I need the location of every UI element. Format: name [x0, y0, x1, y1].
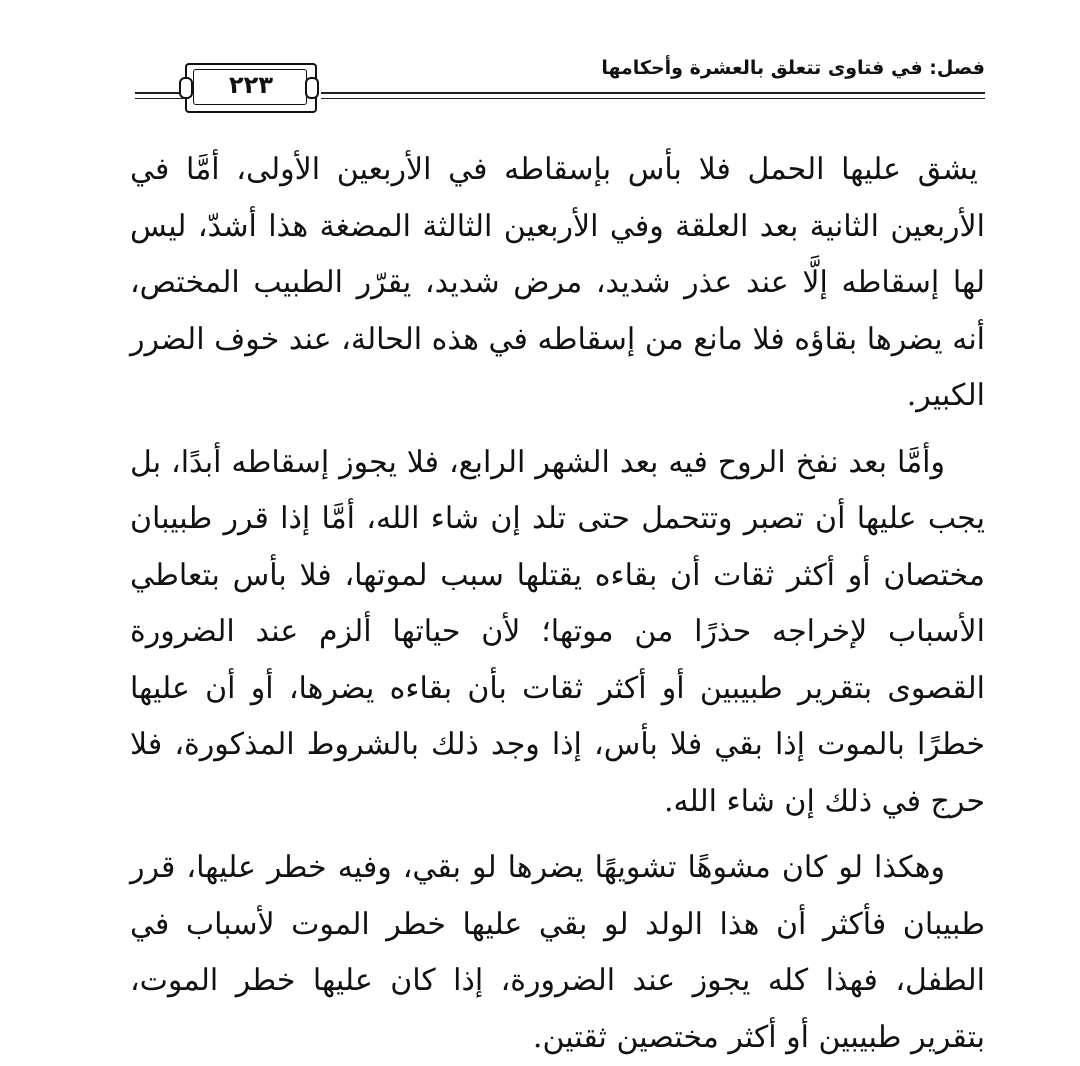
line: يشق عليها الحمل فلا بأس بإسقاطه في الأربعين الأولى، أمَّا في: [130, 152, 978, 187]
header-rule-left-bottom: [135, 98, 183, 99]
line: عند خوف الضرر الكبير.: [130, 321, 985, 413]
line: عليها، قرر طبيبان فأكثر أن هذا الولد لو بقي عليها خطر الموت: [130, 850, 985, 942]
line: أبدًا، بل يجب عليها أن تصبر وتتحمل حتى تلد إن شاء الله، أمَّا إذا: [130, 444, 986, 536]
line: وأمَّا بعد نفخ الروح فيه بعد الشهر الرابع، فلا يجوز إسقاطه: [221, 444, 945, 480]
header-rule-left-top: [135, 92, 183, 94]
page-header: [135, 55, 985, 115]
line: وهكذا لو كان مشوهًا تشويهًا يضرها لو بقي، وفيه خطر: [255, 850, 945, 885]
line: عند الضرورة القصوى بتقرير طبيبين أو أكثر ثقات بأن بقاءه يضرها،: [130, 614, 985, 706]
header-rule-right-bottom: [321, 98, 985, 99]
line: لأسباب في الطفل، فهذا كله يجوز عند الضرورة، إذا كان عليها: [130, 906, 985, 998]
running-head-title: فصل: في فتاوى تتعلق بالعشرة وأحكامها: [601, 57, 985, 79]
line: خطر الموت، بتقرير طبيبين أو أكثر مختصين ثقتين.: [130, 963, 985, 1055]
body-text: [130, 142, 985, 1066]
line: المختص، أنه يضرها بقاؤه فلا مانع من إسقاطه في هذه الحالة،: [130, 265, 985, 357]
header-rule-right-top: [321, 92, 985, 94]
line: الأربعين الثانية بعد العلقة وفي الأربعين الثالثة المضغة هذا أشدّ،: [186, 208, 985, 244]
line: أو أن عليها خطرًا بالموت إذا بقي فلا بأس، إذا وجد ذلك بالشروط: [130, 670, 986, 762]
paragraph-2: [130, 435, 985, 831]
line: بأس بتعاطي الأسباب لإخراجه حذرًا من موتها؛ لأن حياتها ألزم: [130, 557, 985, 649]
paragraph-1: [130, 142, 985, 425]
paragraph-3: [130, 840, 985, 1066]
page-number: ٢٢٣: [229, 71, 273, 99]
line: المذكورة، فلا حرج في ذلك إن شاء الله.: [130, 727, 985, 819]
line: قرر طبيبان مختصان أو أكثر ثقات أن بقاءه يقتلها سبب لموتها، فلا: [130, 501, 985, 593]
page-number-frame: [185, 63, 317, 113]
line: ليس لها إسقاطه إلَّا عند عذر شديد، مرض شديد، يقرّر الطبيب: [130, 208, 985, 300]
